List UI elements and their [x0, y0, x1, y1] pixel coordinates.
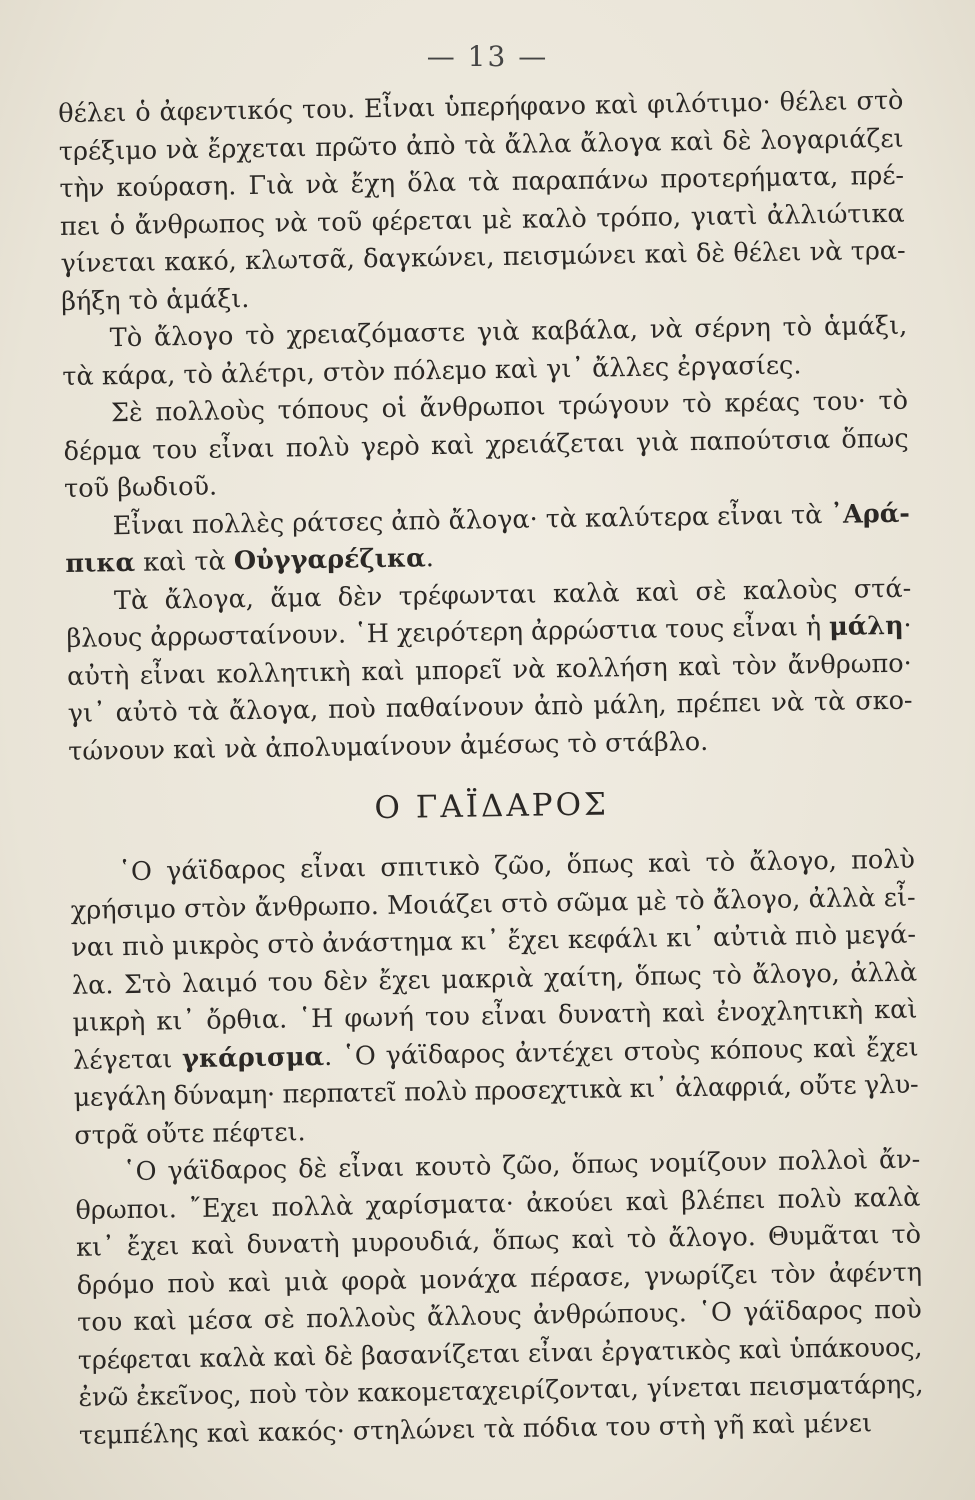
text-line: τεμπέλης καὶ κακός· στηλώνει τὰ πόδια του στὴ γῆ καὶ μένει [78, 1407, 873, 1451]
page-text [58, 83, 924, 1455]
text-line: δέρμα του εἶναι πολὺ γερὸ καὶ χρειάζεται γιὰ παπούτσια ὅπως [63, 423, 909, 467]
text-line: ναι πιὸ μικρὸς στὸ ἀνάστημα κι᾿ ἔχει κεφάλι κι᾿ αὐτιὰ πιὸ μεγά- [71, 919, 917, 963]
text-span: βλους ἀρρωσταίνουν. ῾Η χειρότερη ἀρρώστια τους εἶναι ἡ [66, 611, 830, 654]
text-line: Τὸ ἄλογο τὸ χρειαζόμαστε γιὰ καβάλα, νὰ σέρνη τὸ ἁμάξι, [109, 310, 908, 354]
text-line: τὴν κούραση. Γιὰ νὰ ἔχη ὅλα τὰ παραπάνω προτερήματα, πρέ- [59, 160, 905, 204]
text-line: ῾Ο γάϊδαρος δὲ εἶναι κουτὸ ζῶο, ὅπως νομίζουν πολλοὶ ἄν- [122, 1144, 921, 1188]
text-line: μικρὴ κι᾿ ὄρθια. ῾Η φωνή του εἶναι δυνατὴ καὶ ἐνοχλητικὴ καὶ [72, 994, 918, 1038]
text-span: λέγεται [72, 1043, 183, 1076]
bold-term: πικα [65, 547, 136, 579]
text-line: τοῦ βωδιοῦ. [63, 471, 218, 504]
text-line: τώνουν καὶ νὰ ἀπολυμαίνουν ἀμέσως τὸ στάβλο. [68, 726, 709, 767]
text-line: ῾Ο γάϊδαρος εἶναι σπιτικὸ ζῶο, ὅπως καὶ τὸ ἄλογο, πολὺ [117, 844, 916, 888]
text-span: . ῾Ο γάϊδαρος ἀντέχει στοὺς κόπους καὶ ἔχει [323, 1032, 919, 1072]
text-line: δρόμο ποὺ καὶ μιὰ φορὰ μονάχα πέρασε, γνωρίζει τὸν ἀφέντη [76, 1257, 923, 1301]
text-line: ἐνῶ ἐκεῖνος, ποὺ τὸν κακομεταχειρίζονται, γίνεται πεισματάρης, [78, 1369, 924, 1413]
text-line: τρέφεται καλὰ καὶ δὲ βασανίζεται εἶναι ἐργατικὸς καὶ ὑπάκουος, [77, 1332, 923, 1376]
text-line: κι᾿ ἔχει καὶ δυνατὴ μυρουδιά, ὅπως καὶ τὸ ἄλογο. Θυμᾶται τὸ [75, 1219, 922, 1263]
text-line: λα. Στὸ λαιμό του δὲν ἔχει μακριὰ χαίτη, ὅπως τὸ ἄλογο, ἀλλὰ [71, 957, 918, 1001]
text-line: γι᾿ αὐτὸ τὰ ἄλογα, ποὺ παθαίνουν ἀπὸ μάλη, πρέπει νὰ τὰ σκο- [67, 685, 913, 729]
text-line: αὐτὴ εἶναι κολλητικὴ καὶ μπορεῖ νὰ κολλήση καὶ τὸν ἄνθρωπο· [66, 648, 912, 692]
text-span: καὶ τὰ [134, 546, 235, 578]
text-line: τὰ κάρα, τὸ ἀλέτρι, στὸν πόλεμο καὶ γι᾿ ἄλλες ἐργασίες. [62, 349, 802, 392]
text-line: του καὶ μέσα σὲ πολλοὺς ἄλλους ἀνθρώπους. ῾Ο γάϊδαρος ποὺ [77, 1294, 923, 1338]
section-heading: Ο ΓΑΪΔΑΡΟΣ [374, 786, 610, 827]
text-line: στρᾶ οὔτε πέφτει. [74, 1116, 306, 1151]
text-line: θρωποι. ῎Εχει πολλὰ χαρίσματα· ἀκούει καὶ βλέπει πολὺ καλὰ [75, 1182, 921, 1226]
bold-term: μάλη [828, 610, 904, 642]
bold-term: γκάρισμα [181, 1041, 325, 1074]
text-line: μεγάλη δύναμη· περπατεῖ πολὺ προσεχτικὰ κι᾿ ἀλαφριά, οὔτε γλυ- [73, 1069, 919, 1113]
text-line: θέλει ὁ ἀφεντικός του. Εἶναι ὑπερήφανο καὶ φιλότιμο· θέλει στὸ [58, 85, 904, 129]
text-line: πει ὁ ἄνθρωπος νὰ τοῦ φέρεται μὲ καλὸ τρόπο, γιατὶ ἀλλιώτικα [59, 198, 905, 242]
text-line: γίνεται κακό, κλωτσᾶ, δαγκώνει, πεισμώνει καὶ δὲ θέλει νὰ τρα- [60, 235, 906, 279]
text-span: . [425, 543, 435, 574]
text-line: χρήσιμο στὸν ἄνθρωπο. Μοιάζει στὸ σῶμα μὲ τὸ ἄλογο, ἀλλὰ εἶ- [70, 882, 916, 926]
page-number: — 13 — [426, 40, 549, 73]
text-line: βήξη τὸ ἁμάξι. [60, 283, 250, 317]
text-span: · [903, 610, 912, 641]
bold-term: ᾿Αρά- [830, 498, 911, 530]
text-line: Σὲ πολλοὺς τόπους οἱ ἄνθρωποι τρώγουν τὸ κρέας του· τὸ [110, 385, 909, 429]
text-line: τρέξιμο νὰ ἔρχεται πρῶτο ἀπὸ τὰ ἄλλα ἄλογα καὶ δὲ λογαριάζει [58, 123, 904, 167]
text-line: Τὰ ἄλογα, ἅμα δὲν τρέφωνται καλὰ καὶ σὲ καλοὺς στά- [113, 573, 912, 616]
bold-term: Οὐγγαρέζικα [233, 543, 426, 577]
text-span: Εἶναι πολλὲς ράτσες ἀπὸ ἄλογα· τὰ καλύτερα εἶναι τὰ [112, 499, 831, 541]
